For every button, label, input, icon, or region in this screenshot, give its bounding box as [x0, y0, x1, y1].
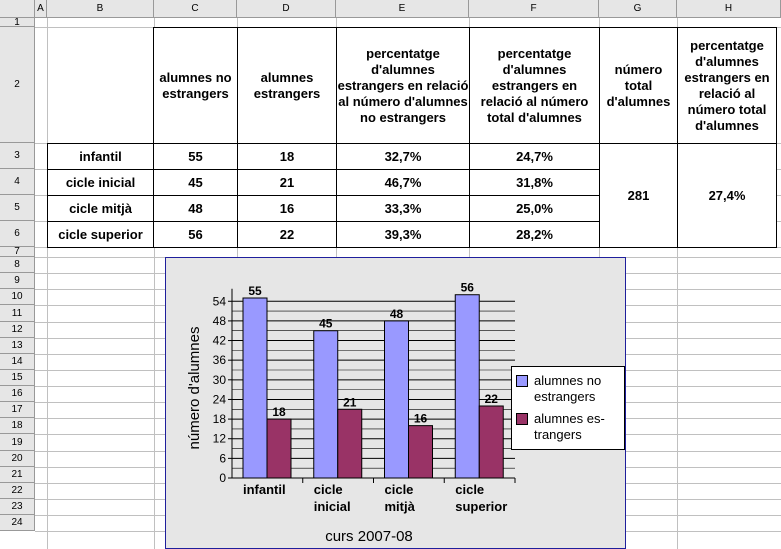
- data-label: 48: [389, 306, 404, 321]
- bar-no-estrangers-2: [385, 321, 409, 478]
- y-tick-label: 36: [212, 353, 226, 368]
- y-tick-label: 18: [212, 412, 226, 427]
- x-axis-title: curs 2007-08: [325, 528, 413, 545]
- bar-no-estrangers-3: [455, 295, 479, 478]
- value-estrangers-infantil[interactable]: 18: [237, 143, 337, 170]
- legend-item-no-estrangers: [516, 373, 620, 405]
- row-header-23[interactable]: 23: [0, 499, 35, 515]
- legend-swatch-no-estrangers: [516, 375, 528, 387]
- row-header-9[interactable]: 9: [0, 273, 35, 289]
- y-tick-label: 12: [212, 431, 226, 446]
- value-pct-no-estrangers-infantil[interactable]: 32,7%: [336, 143, 470, 170]
- legend-label-no-estrangers: alumnes no estrangers: [534, 373, 602, 404]
- x-tick-label: inicial: [313, 499, 351, 514]
- data-label: 45: [319, 316, 333, 331]
- row-header-20[interactable]: 20: [0, 451, 35, 467]
- header-alumnes-estrangers[interactable]: alumnes estrangers: [237, 27, 337, 144]
- total-percentatge[interactable]: 27,4%: [677, 143, 777, 248]
- row-header-14[interactable]: 14: [0, 354, 35, 370]
- x-tick-label: mitjà: [384, 499, 415, 514]
- bar-no-estrangers-1: [314, 331, 338, 478]
- value-no-estrangers-cicle-superior[interactable]: 56: [153, 221, 238, 248]
- value-no-estrangers-cicle-inicial[interactable]: 45: [153, 169, 238, 196]
- row-header-15[interactable]: 15: [0, 370, 35, 386]
- data-label: 55: [248, 284, 262, 298]
- row-header-18[interactable]: 18: [0, 418, 35, 434]
- row-header-5[interactable]: 5: [0, 195, 35, 221]
- row-header-6[interactable]: 6: [0, 221, 35, 247]
- bar-estrangers-3: [479, 406, 503, 478]
- row-header-24[interactable]: 24: [0, 515, 35, 531]
- row-header-2[interactable]: 2: [0, 27, 35, 143]
- x-tick-label: cicle: [313, 482, 343, 497]
- row-label-cicle-mitja[interactable]: cicle mitjà: [47, 195, 154, 222]
- value-pct-total-infantil[interactable]: 24,7%: [469, 143, 600, 170]
- row-header-3[interactable]: 3: [0, 143, 35, 169]
- y-tick-label: 6: [219, 451, 226, 466]
- header-total-alumnes[interactable]: número total d'alumnes: [599, 27, 678, 144]
- y-tick-label: 54: [212, 294, 226, 309]
- header-pct-total-h[interactable]: percentatge d'alumnes estrangers en relació al número total d'alumnes: [677, 27, 777, 144]
- value-pct-no-estrangers-cicle-inicial[interactable]: 46,7%: [336, 169, 470, 196]
- row-header-12[interactable]: 12: [0, 322, 35, 338]
- row-header-19[interactable]: 19: [0, 434, 35, 451]
- column-header-a[interactable]: A: [35, 0, 47, 18]
- row-header-4[interactable]: 4: [0, 169, 35, 195]
- row-label-cicle-inicial[interactable]: cicle inicial: [47, 169, 154, 196]
- x-tick-label: cicle: [384, 482, 414, 497]
- row-header-7[interactable]: 7: [0, 247, 35, 257]
- total-alumnes[interactable]: 281: [599, 143, 678, 248]
- y-tick-label: 0: [219, 471, 226, 485]
- column-header-h[interactable]: H: [677, 0, 781, 18]
- header-pct-total[interactable]: percentatge d'alumnes estrangers en relació al número total d'alumnes: [469, 27, 600, 144]
- data-label: 22: [484, 392, 498, 406]
- column-header-e[interactable]: E: [336, 0, 469, 18]
- y-tick-label: 48: [212, 313, 226, 328]
- y-tick-label: 30: [212, 372, 226, 387]
- y-tick-label: 42: [212, 333, 226, 348]
- header-alumnes-no-estrangers[interactable]: alumnes no estrangers: [153, 27, 238, 144]
- value-pct-total-cicle-inicial[interactable]: 31,8%: [469, 169, 600, 196]
- column-header-f[interactable]: F: [469, 0, 599, 18]
- value-estrangers-cicle-mitja[interactable]: 16: [237, 195, 337, 222]
- column-header-b[interactable]: B: [47, 0, 154, 18]
- x-tick-label: infantil: [243, 482, 286, 497]
- data-label: 21: [343, 395, 357, 410]
- chart-legend[interactable]: [511, 366, 625, 450]
- row-label-cicle-superior[interactable]: cicle superior: [47, 221, 154, 248]
- value-no-estrangers-infantil[interactable]: 55: [153, 143, 238, 170]
- row-header-22[interactable]: 22: [0, 483, 35, 499]
- row-label-infantil[interactable]: infantil: [47, 143, 154, 170]
- bar-estrangers-2: [409, 426, 433, 478]
- x-tick-label: superior: [455, 499, 508, 514]
- value-no-estrangers-cicle-mitja[interactable]: 48: [153, 195, 238, 222]
- legend-swatch-estrangers: [516, 413, 528, 425]
- data-label: 16: [413, 411, 428, 426]
- x-tick-label: cicle: [455, 482, 485, 497]
- row-header-1[interactable]: 1: [0, 18, 35, 27]
- value-estrangers-cicle-superior[interactable]: 22: [237, 221, 337, 248]
- value-pct-total-cicle-superior[interactable]: 28,2%: [469, 221, 600, 248]
- bar-estrangers-0: [267, 419, 291, 478]
- bar-estrangers-1: [338, 409, 362, 478]
- value-pct-total-cicle-mitja[interactable]: 25,0%: [469, 195, 600, 222]
- legend-label-estrangers: alumnes es- trangers: [534, 411, 605, 442]
- y-tick-label: 24: [212, 392, 226, 407]
- value-pct-no-estrangers-cicle-superior[interactable]: 39,3%: [336, 221, 470, 248]
- y-axis-label: número d'alumnes: [186, 326, 203, 450]
- row-header-10[interactable]: 10: [0, 289, 35, 305]
- row-header-13[interactable]: 13: [0, 338, 35, 354]
- row-header-8[interactable]: 8: [0, 257, 35, 273]
- row-header-17[interactable]: 17: [0, 402, 35, 418]
- row-header-16[interactable]: 16: [0, 386, 35, 402]
- row-header-11[interactable]: 11: [0, 305, 35, 322]
- data-label: 56: [460, 280, 474, 295]
- select-all-corner[interactable]: [0, 0, 35, 18]
- legend-item-estrangers: [516, 411, 620, 443]
- grid-line-vertical: [47, 18, 48, 549]
- column-header-d[interactable]: D: [237, 0, 336, 18]
- value-estrangers-cicle-inicial[interactable]: 21: [237, 169, 337, 196]
- bar-no-estrangers-0: [243, 298, 267, 478]
- row-header-21[interactable]: 21: [0, 467, 35, 483]
- data-label: 18: [272, 405, 286, 420]
- column-header-c[interactable]: C: [154, 0, 237, 18]
- value-pct-no-estrangers-cicle-mitja[interactable]: 33,3%: [336, 195, 470, 222]
- header-pct-no-estrangers[interactable]: percentatge d'alumnes estrangers en relació al número d'alumnes no estrangers: [336, 27, 470, 144]
- column-header-g[interactable]: G: [599, 0, 677, 18]
